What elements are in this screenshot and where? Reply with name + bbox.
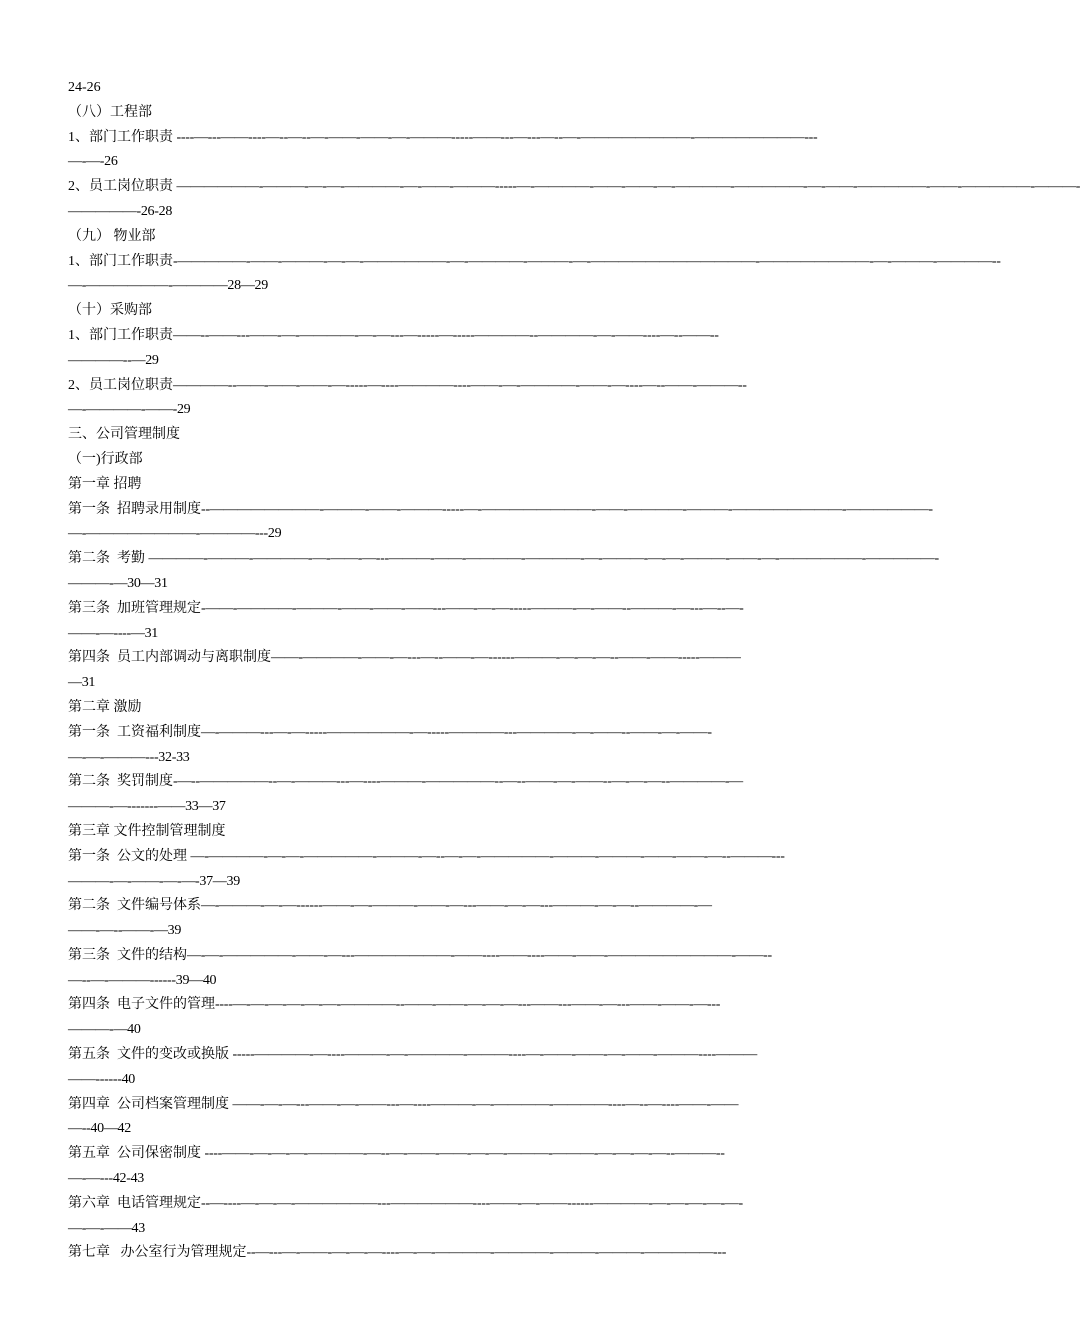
toc-entry — [68, 1192, 882, 1217]
toc-entry-label: 第五条 文件的变改或换版 — [68, 1047, 233, 1063]
toc-page-range: ———-—30—31 — [68, 575, 168, 591]
toc-leader: —-————-—-—-—————-———-—--—-—-—————-———-———-——-——-—--———--- — [190, 848, 785, 864]
toc-heading: （八）工程部 — [68, 104, 152, 120]
toc-entry-page-ref — [68, 870, 882, 895]
toc-page-range: ———-—-------——33—37 — [68, 799, 226, 815]
toc-leader: ——————-———-—-—-————-—-——-———-----—-————-——-——-—-————-—————-—-——-—————-——-—————-———- — [176, 179, 1080, 195]
toc-leader: ————-———-————-—-——-—---———-——-————-————-—-———-—-—-———-——-—-——————-—————- — [148, 551, 939, 567]
toc-entry-page-ref — [68, 200, 882, 225]
toc-entry-page-ref — [68, 671, 882, 696]
toc-entry — [68, 721, 882, 746]
toc-heading: 24-26 — [68, 80, 101, 95]
toc-entry — [68, 547, 939, 572]
toc-page-range: —--40—42 — [68, 1121, 131, 1137]
toc-leader: -—--—————--—-———---—----———-—————--—--——-—-——--—-—-—--————-— — [173, 774, 743, 790]
toc-entry-label: 1、部门工作职责 — [68, 253, 173, 269]
toc-entry — [68, 126, 882, 151]
toc-entry-label: 2、员工岗位职责 — [68, 377, 173, 393]
toc-leader: --—----—-—-—-——————---——————----——-—-——------————-—-—-—-—-—- — [201, 1195, 743, 1211]
toc-entry-page-ref — [68, 150, 882, 175]
toc-entry — [68, 944, 882, 969]
toc-entry-label: 1、部门工作职责 — [68, 327, 173, 343]
toc-leader: -----————-—----———-—-————-———----—-——-——-—-——-———----——— — [232, 1047, 757, 1063]
toc-entry-label: 第一条 招聘录用制度 — [68, 501, 201, 517]
toc-entry-label: 第四章 公司档案管理制度 — [68, 1096, 233, 1112]
toc-entry — [68, 324, 882, 349]
toc-entry-page-ref — [68, 795, 882, 820]
toc-leader: --—---—-——-—-—-—----—-—-————-————-———-———-—————--- — [246, 1245, 727, 1261]
toc-heading: （十）采购部 — [68, 303, 152, 319]
toc-entry-page-ref — [68, 274, 882, 299]
toc-entry-label: 第二条 考勤 — [68, 551, 149, 567]
toc-entry-label: 第一条 公文的处理 — [68, 848, 191, 864]
toc-leader: -—————-——-———-—-—-——————-—-————-———-—-————————————-————————-—-———-————-- — [173, 253, 1001, 269]
toc-entry-page-ref — [68, 746, 882, 771]
toc-entry-label: 第二条 文件编号体系 — [68, 898, 201, 914]
toc-entry — [68, 175, 1080, 200]
toc-leader: ——-—-—---——-—-——---—----———-—-————-————----—--—----——-—— — [232, 1096, 739, 1112]
toc-entry — [68, 250, 1001, 275]
toc-page-range: —-——————-————28—29 — [68, 278, 268, 294]
toc-leader: —-—-—————-——-—---———————-——----——----——-——-—————————-——-- — [187, 947, 772, 963]
toc-entry-label: 第四条 员工内部调动与离职制度 — [68, 650, 271, 666]
toc-entry-page-ref — [68, 1167, 882, 1192]
toc-entry-label: 第五章 公司保密制度 — [68, 1146, 205, 1162]
toc-page-range: ——-—----—31 — [68, 625, 159, 641]
toc-leader: ----—---——----—--—--—-——-——-—-———-----——---—---—--—-————————-————————--- — [176, 129, 818, 145]
toc-entry-label: 第二条 奖罚制度 — [68, 774, 173, 790]
toc-entry — [68, 498, 933, 523]
toc-page-range: ——------40 — [68, 1071, 135, 1087]
toc-entry — [68, 894, 882, 919]
toc-page-range: —————-26-28 — [68, 203, 173, 219]
toc-heading: 第二章 激励 — [68, 699, 142, 715]
document-page — [68, 76, 1080, 1266]
toc-leader: ----—-—-—-—-—-—-————--——-——-—-—-—---——---——-—---——-——-—--- — [215, 997, 721, 1013]
toc-entry — [68, 1142, 882, 1167]
toc-entry — [68, 597, 882, 622]
toc-entry — [68, 1043, 882, 1068]
toc-entry-page-ref — [68, 919, 882, 944]
toc-page-range: ———-—40 — [68, 1022, 141, 1038]
toc-entry-label: 2、员工岗位职责 — [68, 179, 177, 195]
toc-entry-page-ref — [68, 522, 882, 547]
toc-leader: ——--——---——-—-————-—-—---—-----—-----————--————-—-——----—--——-- — [173, 327, 719, 343]
toc-entry — [68, 770, 882, 795]
toc-heading: 三、公司管理制度 — [68, 427, 180, 443]
toc-entry — [68, 993, 882, 1018]
toc-entry-page-ref — [68, 1117, 882, 1142]
toc-leader: ——-————-——-—---—--——-—------———-—-—-—--——-——-----——— — [271, 650, 741, 666]
toc-entry-page-ref — [68, 969, 882, 994]
toc-entry — [68, 845, 882, 870]
toc-leader: ————--——-——-——-—-----—----————----——-—-————-——-—----—--——-———-- — [173, 377, 747, 393]
toc-page-range: ————--—29 — [68, 352, 159, 368]
toc-page-range: —-—-——43 — [68, 1220, 145, 1236]
toc-entry-page-ref — [68, 1068, 882, 1093]
toc-page-range: —-—-———---32-33 — [68, 749, 190, 765]
toc-leader: —-———---—-—-----——————-—-----————---————-—-——--——-—-——- — [201, 724, 712, 740]
toc-page-range: —-—-26 — [68, 154, 118, 170]
toc-heading: （九） 物业部 — [68, 228, 156, 244]
toc-page-range: —-————-——-29 — [68, 402, 191, 418]
toc-entry-label: 第七章 办公室行为管理规定 — [68, 1245, 247, 1261]
toc-page-range: —-—---42-43 — [68, 1171, 145, 1187]
toc-entry — [68, 1241, 882, 1266]
toc-leader: -——-————-———-——-——-——---——-—-—-----———-—-——--———-—---—--—- — [201, 600, 744, 616]
toc-entry-page-ref — [68, 1018, 882, 1043]
toc-entry-page-ref — [68, 622, 882, 647]
toc-entry — [68, 374, 882, 399]
toc-leader: —-———-—-—------——-—-———-——-—---——-—-—---———-—-—--————-— — [201, 898, 712, 914]
toc-heading: 第三章 文件控制管理制度 — [68, 823, 226, 839]
toc-entry-page-ref — [68, 572, 882, 597]
toc-entry — [68, 1093, 882, 1118]
toc-entry-label: 1、部门工作职责 — [68, 129, 177, 145]
toc-page-range: —31 — [68, 675, 96, 691]
toc-entry-label: 第三条 文件的结构 — [68, 947, 187, 963]
toc-leader: --————————-———-——-———-----—-————————-——-————-———-————————-——————- — [201, 501, 933, 517]
toc-heading: 第一章 招聘 — [68, 476, 142, 492]
toc-entry-label: 第一条 工资福利制度 — [68, 724, 201, 740]
toc-entry-label: 第四条 电子文件的管理 — [68, 997, 215, 1013]
toc-page-range: —-————————-————---29 — [68, 526, 282, 542]
toc-entry — [68, 646, 882, 671]
toc-heading: （一)行政部 — [68, 451, 143, 467]
toc-entry-label: 第六章 电话管理规定 — [68, 1195, 201, 1211]
toc-entry-label: 第三条 加班管理规定 — [68, 600, 201, 616]
toc-page-range: ——-—--——-—39 — [68, 923, 182, 939]
toc-page-range: —--—-———------39—40 — [68, 972, 217, 988]
toc-entry-page-ref — [68, 398, 882, 423]
toc-entry-page-ref — [68, 1217, 882, 1242]
toc-page-range: ———-—-——-—-—-37—39 — [68, 873, 240, 889]
toc-entry-page-ref — [68, 349, 882, 374]
toc-leader: ----——-—-—-—-————-—--—-——-——-—-—-———-———-—-—-—-—--———-- — [204, 1146, 725, 1162]
